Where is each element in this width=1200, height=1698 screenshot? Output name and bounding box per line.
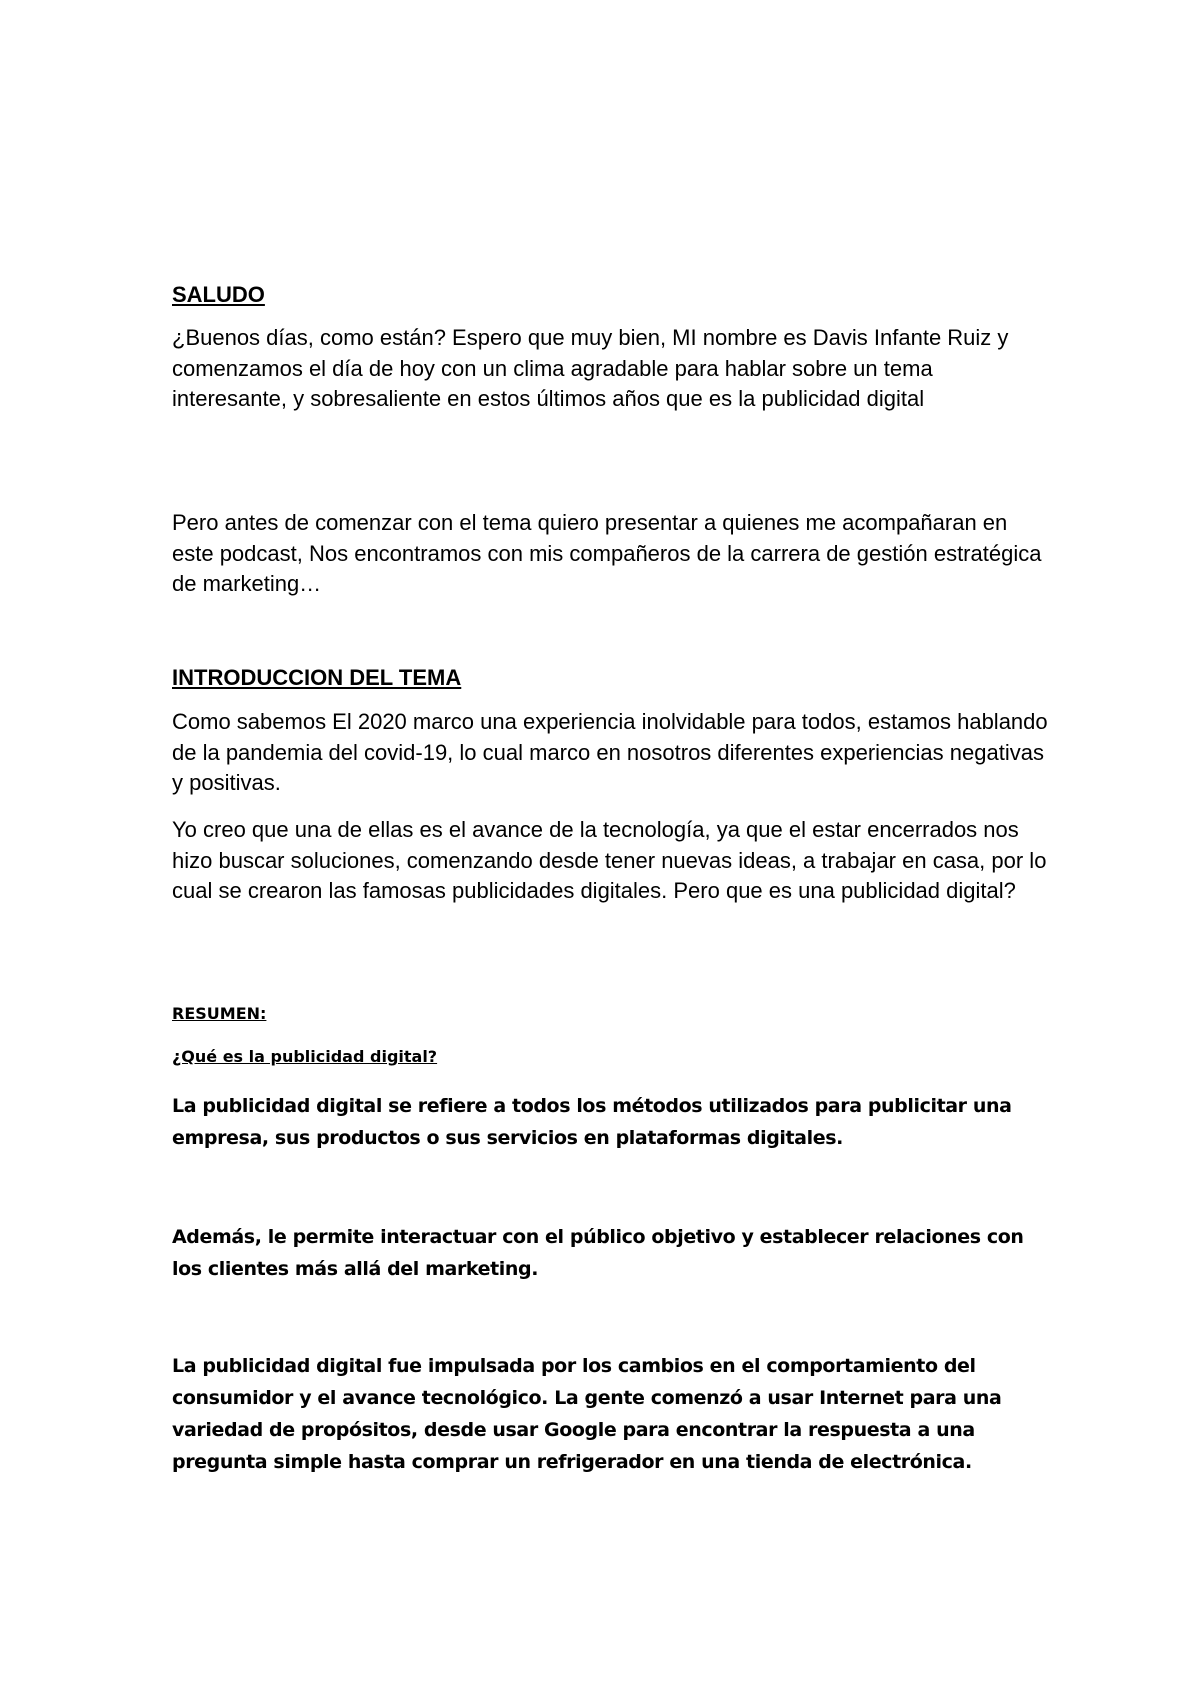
resumen-heading: RESUMEN: xyxy=(172,1004,267,1023)
resumen-paragraph-2: Además, le permite interactuar con el público objetivo y establecer relaciones con los clientes más allá del marketing. xyxy=(172,1226,1024,1280)
saludo-paragraph-1: ¿Buenos días, como están? Espero que muy bien, MI nombre es Davis Infante Ruiz y comenzamos el día de hoy con un clima agradable para hablar sobre un tema interesante, y sobresaliente en estos últimos años que es la publicidad digital xyxy=(172,325,1009,411)
introduccion-paragraph-2: Yo creo que una de ellas es el avance de la tecnología, ya que el estar encerrados nos hizo buscar soluciones, comenzando desde tener nuevas ideas, a trabajar en casa, por lo cual se crearon las famosas publicidades digitales. Pero que es una publicidad digital? xyxy=(172,817,1047,903)
saludo-paragraph-2: Pero antes de comenzar con el tema quiero presentar a quienes me acompañaran en este podcast, Nos encontramos con mis compañeros de la carrera de gestión estratégica de marketing… xyxy=(172,510,1042,596)
resumen-paragraph-1: La publicidad digital se refiere a todos los métodos utilizados para publicitar una empresa, sus productos o sus servicios en plataformas digitales. xyxy=(172,1095,1012,1149)
saludo-heading: SALUDO xyxy=(172,282,265,307)
introduccion-heading: INTRODUCCION DEL TEMA xyxy=(172,665,462,690)
resumen-question: ¿Qué es la publicidad digital? xyxy=(172,1047,438,1066)
resumen-paragraph-3: La publicidad digital fue impulsada por los cambios en el comportamiento del consumidor y el avance tecnológico. La gente comenzó a usar Internet para una variedad de propósitos, desde usar Google para encontrar la respuesta a una pregunta simple hasta comprar un refrigerador en una tienda de electrónica. xyxy=(172,1355,1002,1473)
introduccion-paragraph-1: Como sabemos El 2020 marco una experiencia inolvidable para todos, estamos hablando de la pandemia del covid-19, lo cual marco en nosotros diferentes experiencias negativas y positivas. xyxy=(172,709,1048,795)
